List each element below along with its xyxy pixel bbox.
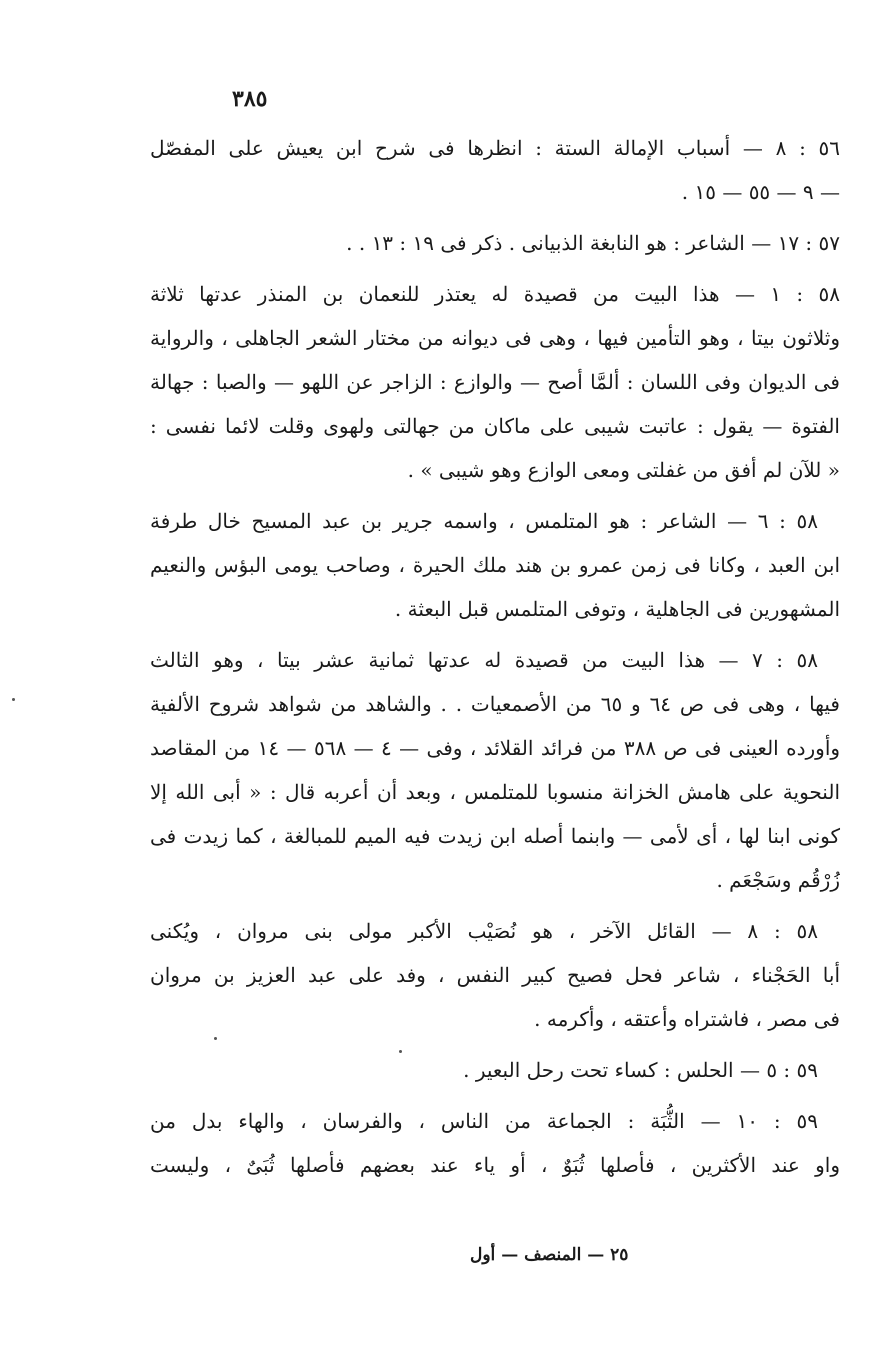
note-line: المشهورين فى الجاهلية ، وتوفى المتلمس قبل البعثة . <box>394 597 840 621</box>
note-line: ٥٧ : ١٧ — الشاعر : هو النابغة الذبيانى . ذكر فى ١٩ : ١٣ . . <box>346 231 840 255</box>
note-58-6 <box>150 499 840 631</box>
note-line: ٥٨ : ٨ — القائل الآخر ، هو نُصَيْب الأكبر مولى بنى مروان ، ويُكنى <box>150 919 818 943</box>
note-line: فى الديوان وفى اللسان : ألمَّا أصح — والوازع : الزاجر عن اللهو — والصبا : جهالة <box>150 370 840 394</box>
signature-footer: ٢٥ — المنصف — أول <box>470 1245 629 1265</box>
scan-speck <box>399 1050 402 1053</box>
note-line: أبا الحَجْناء ، شاعر فحل فصيح كبير النفس ، وفد على عبد العزيز بن مروان <box>150 963 840 987</box>
note-line: ٥٨ : ٦ — الشاعر : هو المتلمس ، واسمه جرير بن عبد المسيح خال طرفة <box>150 509 819 533</box>
scan-speck <box>12 698 15 701</box>
note-59-5 <box>150 1048 840 1092</box>
note-line: ٥٩ : ٥ — الحلس : كساء تحت رحل البعير . <box>463 1058 818 1082</box>
note-58-7 <box>150 638 840 902</box>
note-line: فيها ، وهى فى ص ٦٤ و ٦٥ من الأصمعيات . . والشاهد من شواهد شروح الألفية <box>150 692 840 716</box>
note-line: « للآن لم أفق من غفلتى ومعى الوازع وهو شيبى » . <box>407 458 840 482</box>
note-line: كونى ابنا لها ، أى لأمى — وابنما أصله ابن زيدت فيه الميم للمبالغة ، كما زيدت فى <box>150 824 840 848</box>
note-line: فى مصر ، فاشتراه وأعتقه ، وأكرمه . <box>534 1007 840 1031</box>
note-line: وأورده العينى فى ص ٣٨٨ من فرائد القلائد ، وفى — ٤ — ٥٦٨ — ١٤ من المقاصد <box>150 736 841 760</box>
note-line: الفتوة — يقول : عاتبت شيبى على ماكان من جهالتى ولهوى وقلت لائما نفسى : <box>150 414 840 438</box>
note-58-8 <box>150 909 840 1041</box>
note-line: ٥٦ : ٨ — أسباب الإمالة الستة : انظرها فى شرح ابن يعيش على المفصّل <box>150 136 840 160</box>
note-line: ٥٩ : ١٠ — الثُّبَة : الجماعة من الناس ، والفرسان ، والهاء بدل من <box>150 1109 818 1133</box>
note-line: ابن العبد ، وكانا فى زمن عمرو بن هند ملك الحيرة ، وصاحب يومى البؤس والنعيم <box>150 553 840 577</box>
page-number: ٣٨٥ <box>232 86 268 112</box>
note-58-1 <box>150 272 840 492</box>
note-57-17 <box>150 221 840 265</box>
note-line: واو عند الأكثرين ، فأصلها ثُبَوٌ ، أو ياء عند بعضهم فأصلها ثُبَىٌ ، وليست <box>150 1153 840 1177</box>
note-line: وثلاثون بيتا ، وهو التأمين فيها ، وهى فى ديوانه من مختار الشعر الجاهلى ، والرواية <box>150 326 840 350</box>
note-line: ٥٨ : ٧ — هذا البيت من قصيدة له عدتها ثمانية عشر بيتا ، وهو الثالث <box>150 648 819 672</box>
scan-speck <box>214 1037 217 1040</box>
note-line: النحوية على هامش الخزانة منسوبا للمتلمس ، وبعد أن أعربه قال : « أبى الله إلا <box>150 780 840 804</box>
note-56-8 <box>150 126 840 214</box>
note-line: ٥٨ : ١ — هذا البيت من قصيدة له يعتذر للنعمان بن المنذر عدتها ثلاثة <box>150 282 840 306</box>
notes-body <box>150 126 840 1194</box>
note-line: — ٩ — ٥٥ — ١٥ . <box>681 180 840 204</box>
note-line: زُرْقُم وسَجْعَم . <box>716 868 840 892</box>
note-59-10 <box>150 1099 840 1187</box>
